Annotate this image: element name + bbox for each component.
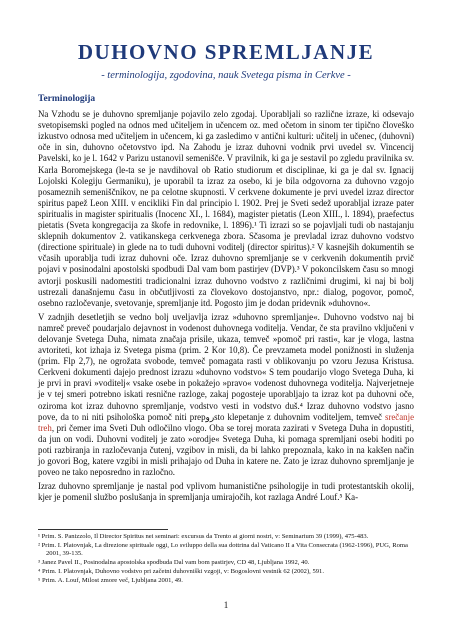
footnotes <box>38 529 414 586</box>
footnote-4: ⁴ Prim. I. Platovnjak, Duhovno vodstvo pri začetni duhovniški vzgoji, v: Bogoslovni vestnik 62 (2002), 591. <box>38 568 324 575</box>
footnote-3: ³ Janez Pavel II., Posinodalna apostolska spodbuda Dal vam bom pastirjev, CD 48, Ljubljana 1992, 40. <box>38 559 310 566</box>
highlighted-phrase: srečanje treh <box>38 411 415 433</box>
footnote-5: ⁵ Prim. A. Louf, Milost zmore več, Ljubljana 2001, 49. <box>38 577 183 584</box>
paragraph-2-text: V zadnjih desetletjih se vedno bolj uveljavlja izraz »duhovno spremljanje«. Duhovno vodstvo naj bi namreč preveč poudarjalo dejavnost in vodenost duhovnega voditelja. Vendar, če sta pravilno vključeni v delovanje Svetega Duha, nimata značaja prisile, ukaza, temveč »pomoč pri rasti«, kar je vloga, lastna avtoriteti, kot izhaja iz Svetega pisma (prim. 2 Kor 10,8). Če prevzameta model ponižnosti in služenja (prim. Flp 2,7), ne ogrožata svobode, temveč pomagata rasti v oblikovanju po vzoru Jezusa Kristusa. Cerkveni dokumenti dajejo prednost izrazu »duhovno vodstvo« S tem poudarijo vlogo Svetega Duha, ki je prvi in pravi »voditelj« vsake osebe in pokažejo »pravo« vodenost duhovnega voditelja. Najverjetneje je v tej smeri potrebno iskati resnične razloge, zakaj pogosteje uporabljajo ta izraz kot pa duhovni oče, oziroma kot izraz duhovno spremljanje, vodstvo vesti in vodstvo duš.⁴ Izraz duhovno vodstvo jasno pove, da to ni niti psihološka pomoč niti prepروsto klepetanje z duhovnim voditeljem, temveč srečanje treh, pri čemer ima Sveti Duh odločilno vlogo. Oba se torej morata zazirati v Svetega Duha in dopustiti, da jun on vodi. Duhovni voditelj je zato »orodje« Svetega Duha, ki pomaga spremljani osebi hoditi po poti razbiranja in razločevanja čutenj, vzgibov in misli, da bi lahko prepoznala, kako in na kakšen način jo govori Bog, katere vzgibi in misli prihajajo od Duha in katere ne. Zato je izraz duhovno spremljanje je poveo ne tako neposredno in razločno. <box>38 311 415 478</box>
footnote-1: ¹ Prim. S. Panizzolo, Il Director Spiritus nei seminari: excursus da Trento ai giorni nostri, v: Seminarium 39 (1999), 475-483. <box>38 533 369 540</box>
paragraph-2 <box>38 312 414 478</box>
page-number: 1 <box>223 600 229 610</box>
section-heading: Terminologija <box>38 94 96 104</box>
document-title: DUHOVNO SPREMLJANJE <box>77 40 375 64</box>
document-subtitle: - terminologija, zgodovina, nauk Svetega pisma in Cerkve - <box>101 70 351 81</box>
paragraph-3: Izraz duhovno spremljanje je nastal pod vplivom humanistične psihologije in tudi protestantskih okolij, kjer je pomenil službo poslušanja in spremljanja umirajočih, kot razlaga André Louf.⁵ Ka- <box>38 481 414 503</box>
paragraph-1: Na Vzhodu se je duhovno spremljanje pojavilo zelo zgodaj. Uporabljali so različne izraze, ki odsevajo svetopisemski pogled na odnos med učiteljem in učencem oz. med očetom in sinom ter tipično človeško izkustvo odnosa med učiteljem in učencem, ki ga zasledimo v antični kulturi: učitelj in učenec, (duhovni) oče in sin, duhovno očetovstvo ipd. Na Zahodu je izraz duhovni vodnik prvi uvedel sv. Vincencij Pavelski, ko je l. 1642 v Parizu ustanovil semenišče. V pravilnik, ki ga je sestavil po zgledu pravilnika sv. Karla Boromejskega (le-ta se je navdihoval ob Ratio studiorum et disciplinae, ki ga je dal sv. Ignacij Lojolski Kolegiju Germaniku), je uporabil ta izraz za osebo, ki je bila odgovorna za duhovno vzgojo posameznih semeniščnikov, ne pa celotne skupnosti. V cerkvene dokumente je prvi uvedel izraz director spiritus papež Leon XIII. v encikliki Fin dal principio l. 1902. Prej je Sveti sedež uporabljal izraze pater spiritualis in magister spiritualis (Inocenc XI., l. 1684), magister pietatis (Leon XIII., l. 1894), praefectus pietatis (Sveta kongregacija za škofe in redovnike, l. 1896).¹ Ti izrazi so se pojavljali tudi ob nastajanju sklepnih dokumentov 2. vatikanskega cerkvenega zbora. Sčasoma je prevladal izraz duhovno vodstvo (directione spirituale) in glede na to tudi duhovni voditelj (director spiritus).² V kasnejših dokumentih se včasih uporablja tudi izraz duhovni oče. Izraz duhovno spremljanje se v cerkvenih dokumentih prvič pojavi v posinodalni apostolski spodbudi Dal vam bom pastirjev (DVP).³ V pokoncilskem času so mnogi avtorji poskusili nadomestiti tradicionalni izraz duhovno vodstvo z različnimi drugimi, ki naj bi bolj ustrezali današnjemu času in občutljivosti za človekovo dostojanstvo, npr.: dialog, pogovor, pomoč, osebno razločevanje, svetovanje, spremljanje itd. Pogosto jim je dodan pridevnik »duhovno«. <box>38 109 414 308</box>
footnote-2: ² Prim. I. Platovnjak, La direzione spirituale oggi, Lo sviluppo della sua dottrina dal Vaticano II a Vita Consecrata (1962-1996), PUG, Roma 2001, 39-135. <box>38 542 408 557</box>
main-content <box>38 94 414 506</box>
footnote-divider <box>38 529 168 530</box>
